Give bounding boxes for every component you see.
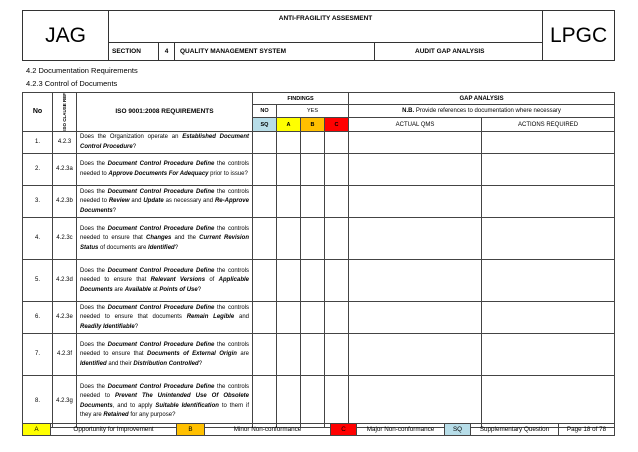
- table-row: [23, 131, 615, 153]
- actions-required-cell[interactable]: [482, 185, 615, 217]
- table-row: [23, 217, 615, 259]
- actions-required-cell[interactable]: [482, 153, 615, 185]
- row-number: 7.: [23, 333, 53, 375]
- section-heading-control: 4.2.3 Control of Documents: [26, 79, 118, 88]
- table-row: [23, 153, 615, 185]
- header-actual-qms: ACTUAL QMS: [349, 118, 482, 131]
- report-type: AUDIT GAP ANALYSIS: [375, 43, 543, 61]
- row-requirement-question: Does the Document Control Procedure Define the controls needed to ensure that Documents of External Origin are Identified and their Distribution Controlled?: [77, 333, 253, 375]
- header-nb-note: N.B. Provide references to documentation where necessary: [349, 105, 615, 118]
- header-gap-analysis: GAP ANALYSIS: [349, 93, 615, 105]
- row-clause-ref: 4.2.3e: [53, 301, 77, 333]
- finding-yes-c-cell[interactable]: [325, 333, 349, 375]
- page-number: Page 18 of 78: [559, 424, 615, 436]
- finding-yes-c-cell[interactable]: [325, 153, 349, 185]
- actual-qms-cell[interactable]: [349, 153, 482, 185]
- gap-analysis-table: [22, 92, 615, 428]
- row-number: 4.: [23, 217, 53, 259]
- actions-required-cell[interactable]: [482, 375, 615, 427]
- table-row: [23, 185, 615, 217]
- finding-yes-a-cell[interactable]: [277, 301, 301, 333]
- row-number: 6.: [23, 301, 53, 333]
- finding-no-cell[interactable]: [253, 301, 277, 333]
- finding-yes-b-cell[interactable]: [301, 131, 325, 153]
- requirements-rows: [23, 131, 615, 427]
- finding-no-cell[interactable]: [253, 185, 277, 217]
- table-row: [23, 333, 615, 375]
- legend-b-text: Minor Non-conformance: [205, 424, 331, 436]
- row-clause-ref: 4.2.3g: [53, 375, 77, 427]
- finding-yes-b-cell[interactable]: [301, 153, 325, 185]
- header-sq: SQ: [253, 118, 277, 131]
- legend-c-key: C: [331, 424, 357, 436]
- finding-yes-a-cell[interactable]: [277, 185, 301, 217]
- finding-no-cell[interactable]: [253, 375, 277, 427]
- finding-yes-b-cell[interactable]: [301, 333, 325, 375]
- row-number: 1.: [23, 131, 53, 153]
- table-row: [23, 375, 615, 427]
- finding-yes-b-cell[interactable]: [301, 185, 325, 217]
- section-label: SECTION: [109, 43, 159, 61]
- legend-sq-key: SQ: [445, 424, 471, 436]
- row-number: 3.: [23, 185, 53, 217]
- actions-required-cell[interactable]: [482, 217, 615, 259]
- finding-yes-b-cell[interactable]: [301, 259, 325, 301]
- finding-no-cell[interactable]: [253, 333, 277, 375]
- header-iso-clause-ref: ISO CLAUSE REF: [53, 93, 77, 132]
- actual-qms-cell[interactable]: [349, 333, 482, 375]
- actual-qms-cell[interactable]: [349, 301, 482, 333]
- actual-qms-cell[interactable]: [349, 185, 482, 217]
- finding-no-cell[interactable]: [253, 131, 277, 153]
- header-finding-yes: YES: [277, 105, 349, 118]
- finding-no-cell[interactable]: [253, 217, 277, 259]
- actions-required-cell[interactable]: [482, 333, 615, 375]
- header-findings: FINDINGS: [253, 93, 349, 105]
- row-requirement-question: Does the Document Control Procedure Define the controls needed to ensure that Relevant Versions of Applicable Documents are Available at Points of Use?: [77, 259, 253, 301]
- row-clause-ref: 4.2.3: [53, 131, 77, 153]
- row-requirement-question: Does the Organization operate an Established Document Control Procedure?: [77, 131, 253, 153]
- finding-yes-a-cell[interactable]: [277, 131, 301, 153]
- finding-yes-b-cell[interactable]: [301, 217, 325, 259]
- actions-required-cell[interactable]: [482, 301, 615, 333]
- finding-yes-a-cell[interactable]: [277, 217, 301, 259]
- document-header: [22, 10, 615, 61]
- header-no: No: [23, 93, 53, 132]
- finding-yes-c-cell[interactable]: [325, 301, 349, 333]
- row-clause-ref: 4.2.3b: [53, 185, 77, 217]
- legend-a-text: Opportunity for Improvement: [51, 424, 177, 436]
- legend-sq-text: Supplementary Question: [471, 424, 559, 436]
- row-clause-ref: 4.2.3d: [53, 259, 77, 301]
- header-c: C: [325, 118, 349, 131]
- finding-yes-b-cell[interactable]: [301, 301, 325, 333]
- section-number: 4: [159, 43, 175, 61]
- finding-yes-c-cell[interactable]: [325, 185, 349, 217]
- actual-qms-cell[interactable]: [349, 217, 482, 259]
- legend-c-text: Major Non-conformance: [357, 424, 445, 436]
- row-number: 8.: [23, 375, 53, 427]
- row-requirement-question: Does the Document Control Procedure Define the controls needed to ensure that Changes and the Current Revision Status of documents are Identified?: [77, 217, 253, 259]
- finding-no-cell[interactable]: [253, 259, 277, 301]
- actions-required-cell[interactable]: [482, 259, 615, 301]
- row-clause-ref: 4.2.3a: [53, 153, 77, 185]
- header-a: A: [277, 118, 301, 131]
- header-requirements: ISO 9001:2008 REQUIREMENTS: [77, 93, 253, 132]
- row-number: 2.: [23, 153, 53, 185]
- finding-yes-a-cell[interactable]: [277, 259, 301, 301]
- row-requirement-question: Does the Document Control Procedure Define the controls needed to Approve Documents For Adequacy prior to issue?: [77, 153, 253, 185]
- legend-b-key: B: [177, 424, 205, 436]
- finding-yes-c-cell[interactable]: [325, 375, 349, 427]
- section-heading-documentation: 4.2 Documentation Requirements: [26, 66, 138, 75]
- actual-qms-cell[interactable]: [349, 259, 482, 301]
- finding-yes-a-cell[interactable]: [277, 153, 301, 185]
- legend-footer: [22, 423, 615, 436]
- finding-yes-a-cell[interactable]: [277, 333, 301, 375]
- header-finding-no: NO: [253, 105, 277, 118]
- row-requirement-question: Does the Document Control Procedure Define the controls needed to Review and Update as necessary and Re-Approve Documents?: [77, 185, 253, 217]
- header-b: B: [301, 118, 325, 131]
- finding-no-cell[interactable]: [253, 153, 277, 185]
- finding-yes-c-cell[interactable]: [325, 217, 349, 259]
- jag-logo: JAG: [23, 11, 109, 61]
- row-clause-ref: 4.2.3c: [53, 217, 77, 259]
- finding-yes-b-cell[interactable]: [301, 375, 325, 427]
- finding-yes-c-cell[interactable]: [325, 259, 349, 301]
- header-actions-required: ACTIONS REQUIRED: [482, 118, 615, 131]
- actual-qms-cell[interactable]: [349, 375, 482, 427]
- assessment-title: ANTI-FRAGILITY ASSESMENT: [109, 11, 543, 43]
- row-number: 5.: [23, 259, 53, 301]
- row-requirement-question: Does the Document Control Procedure Define the controls needed to ensure that documents Remain Legible and Readily Identifiable?: [77, 301, 253, 333]
- legend-a-key: A: [23, 424, 51, 436]
- section-name: QUALITY MANAGEMENT SYSTEM: [175, 43, 375, 61]
- finding-yes-c-cell[interactable]: [325, 131, 349, 153]
- table-row: [23, 301, 615, 333]
- row-clause-ref: 4.2.3f: [53, 333, 77, 375]
- table-row: [23, 259, 615, 301]
- finding-yes-a-cell[interactable]: [277, 375, 301, 427]
- actual-qms-cell[interactable]: [349, 131, 482, 153]
- row-requirement-question: Does the Document Control Procedure Define the controls needed to Prevent The Unintended Use Of Obsolete Documents, and to apply Suitable Identification to them if they are Retained for any purpose?: [77, 375, 253, 427]
- lpgc-logo: LPGC: [543, 11, 615, 61]
- actions-required-cell[interactable]: [482, 131, 615, 153]
